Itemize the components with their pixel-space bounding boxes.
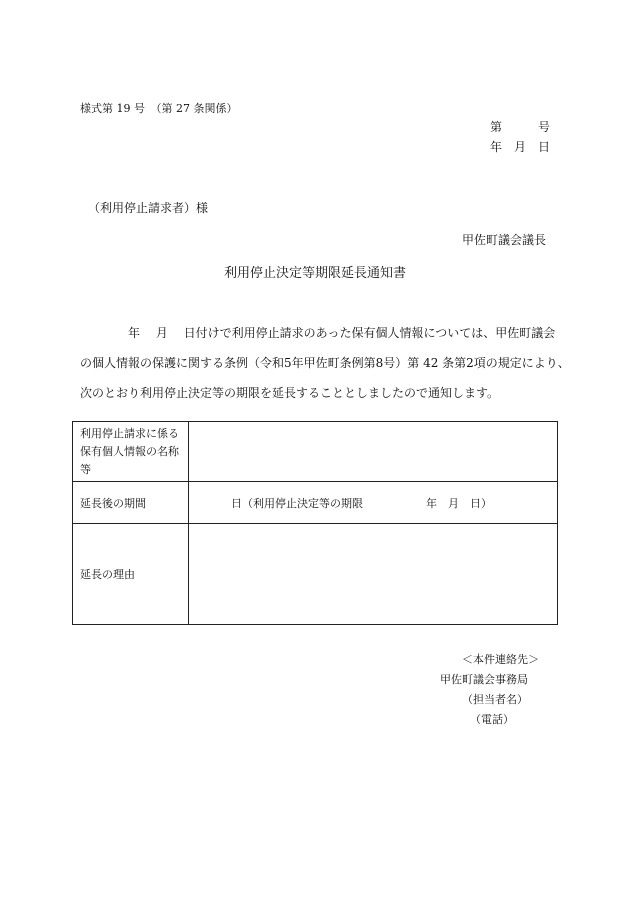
contact-person: （担当者名）: [462, 693, 528, 706]
contact-office: 甲佐町議会事務局: [440, 673, 528, 686]
extension-reason-value[interactable]: [189, 524, 558, 625]
body-line-2: の個人情報の保護に関する条例（令和5年甲佐町条例第8号）第 42 条第2項の規定により、: [80, 356, 570, 370]
body-line-1: 年 月 日付けで利用停止請求のあった保有個人情報については、甲佐町議会: [128, 326, 556, 340]
document-date: 年 月 日: [489, 140, 550, 154]
document-number: 第 号: [489, 120, 550, 134]
document-title: 利用停止決定等期限延長通知書: [223, 266, 406, 281]
body-line-3: 次のとおり利用停止決定等の期限を延長することとしましたので通知します。: [80, 386, 500, 400]
contact-phone: （電話）: [470, 713, 514, 726]
info-table: [72, 421, 558, 625]
info-name-value[interactable]: [189, 422, 558, 482]
contact-heading: ＜本件連絡先＞: [462, 653, 539, 666]
extended-period-label: 延長後の期間: [73, 482, 189, 524]
addressee: （利用停止請求者）様: [88, 201, 209, 215]
info-name-label: 利用停止請求に係る保有個人情報の名称等: [73, 422, 189, 482]
extended-period-days: 日（利用停止決定等の期限: [231, 496, 363, 510]
table-row: [73, 422, 558, 482]
body-text: [80, 318, 570, 408]
extension-reason-label: 延長の理由: [73, 524, 189, 625]
table-row: [73, 524, 558, 625]
sender: 甲佐町議会議長: [461, 233, 546, 247]
table-row: [73, 482, 558, 524]
extended-period-value[interactable]: [189, 482, 558, 524]
extended-period-deadline: 年 月 日）: [426, 496, 492, 510]
form-number: 様式第 19 号 （第 27 条関係）: [80, 102, 238, 115]
